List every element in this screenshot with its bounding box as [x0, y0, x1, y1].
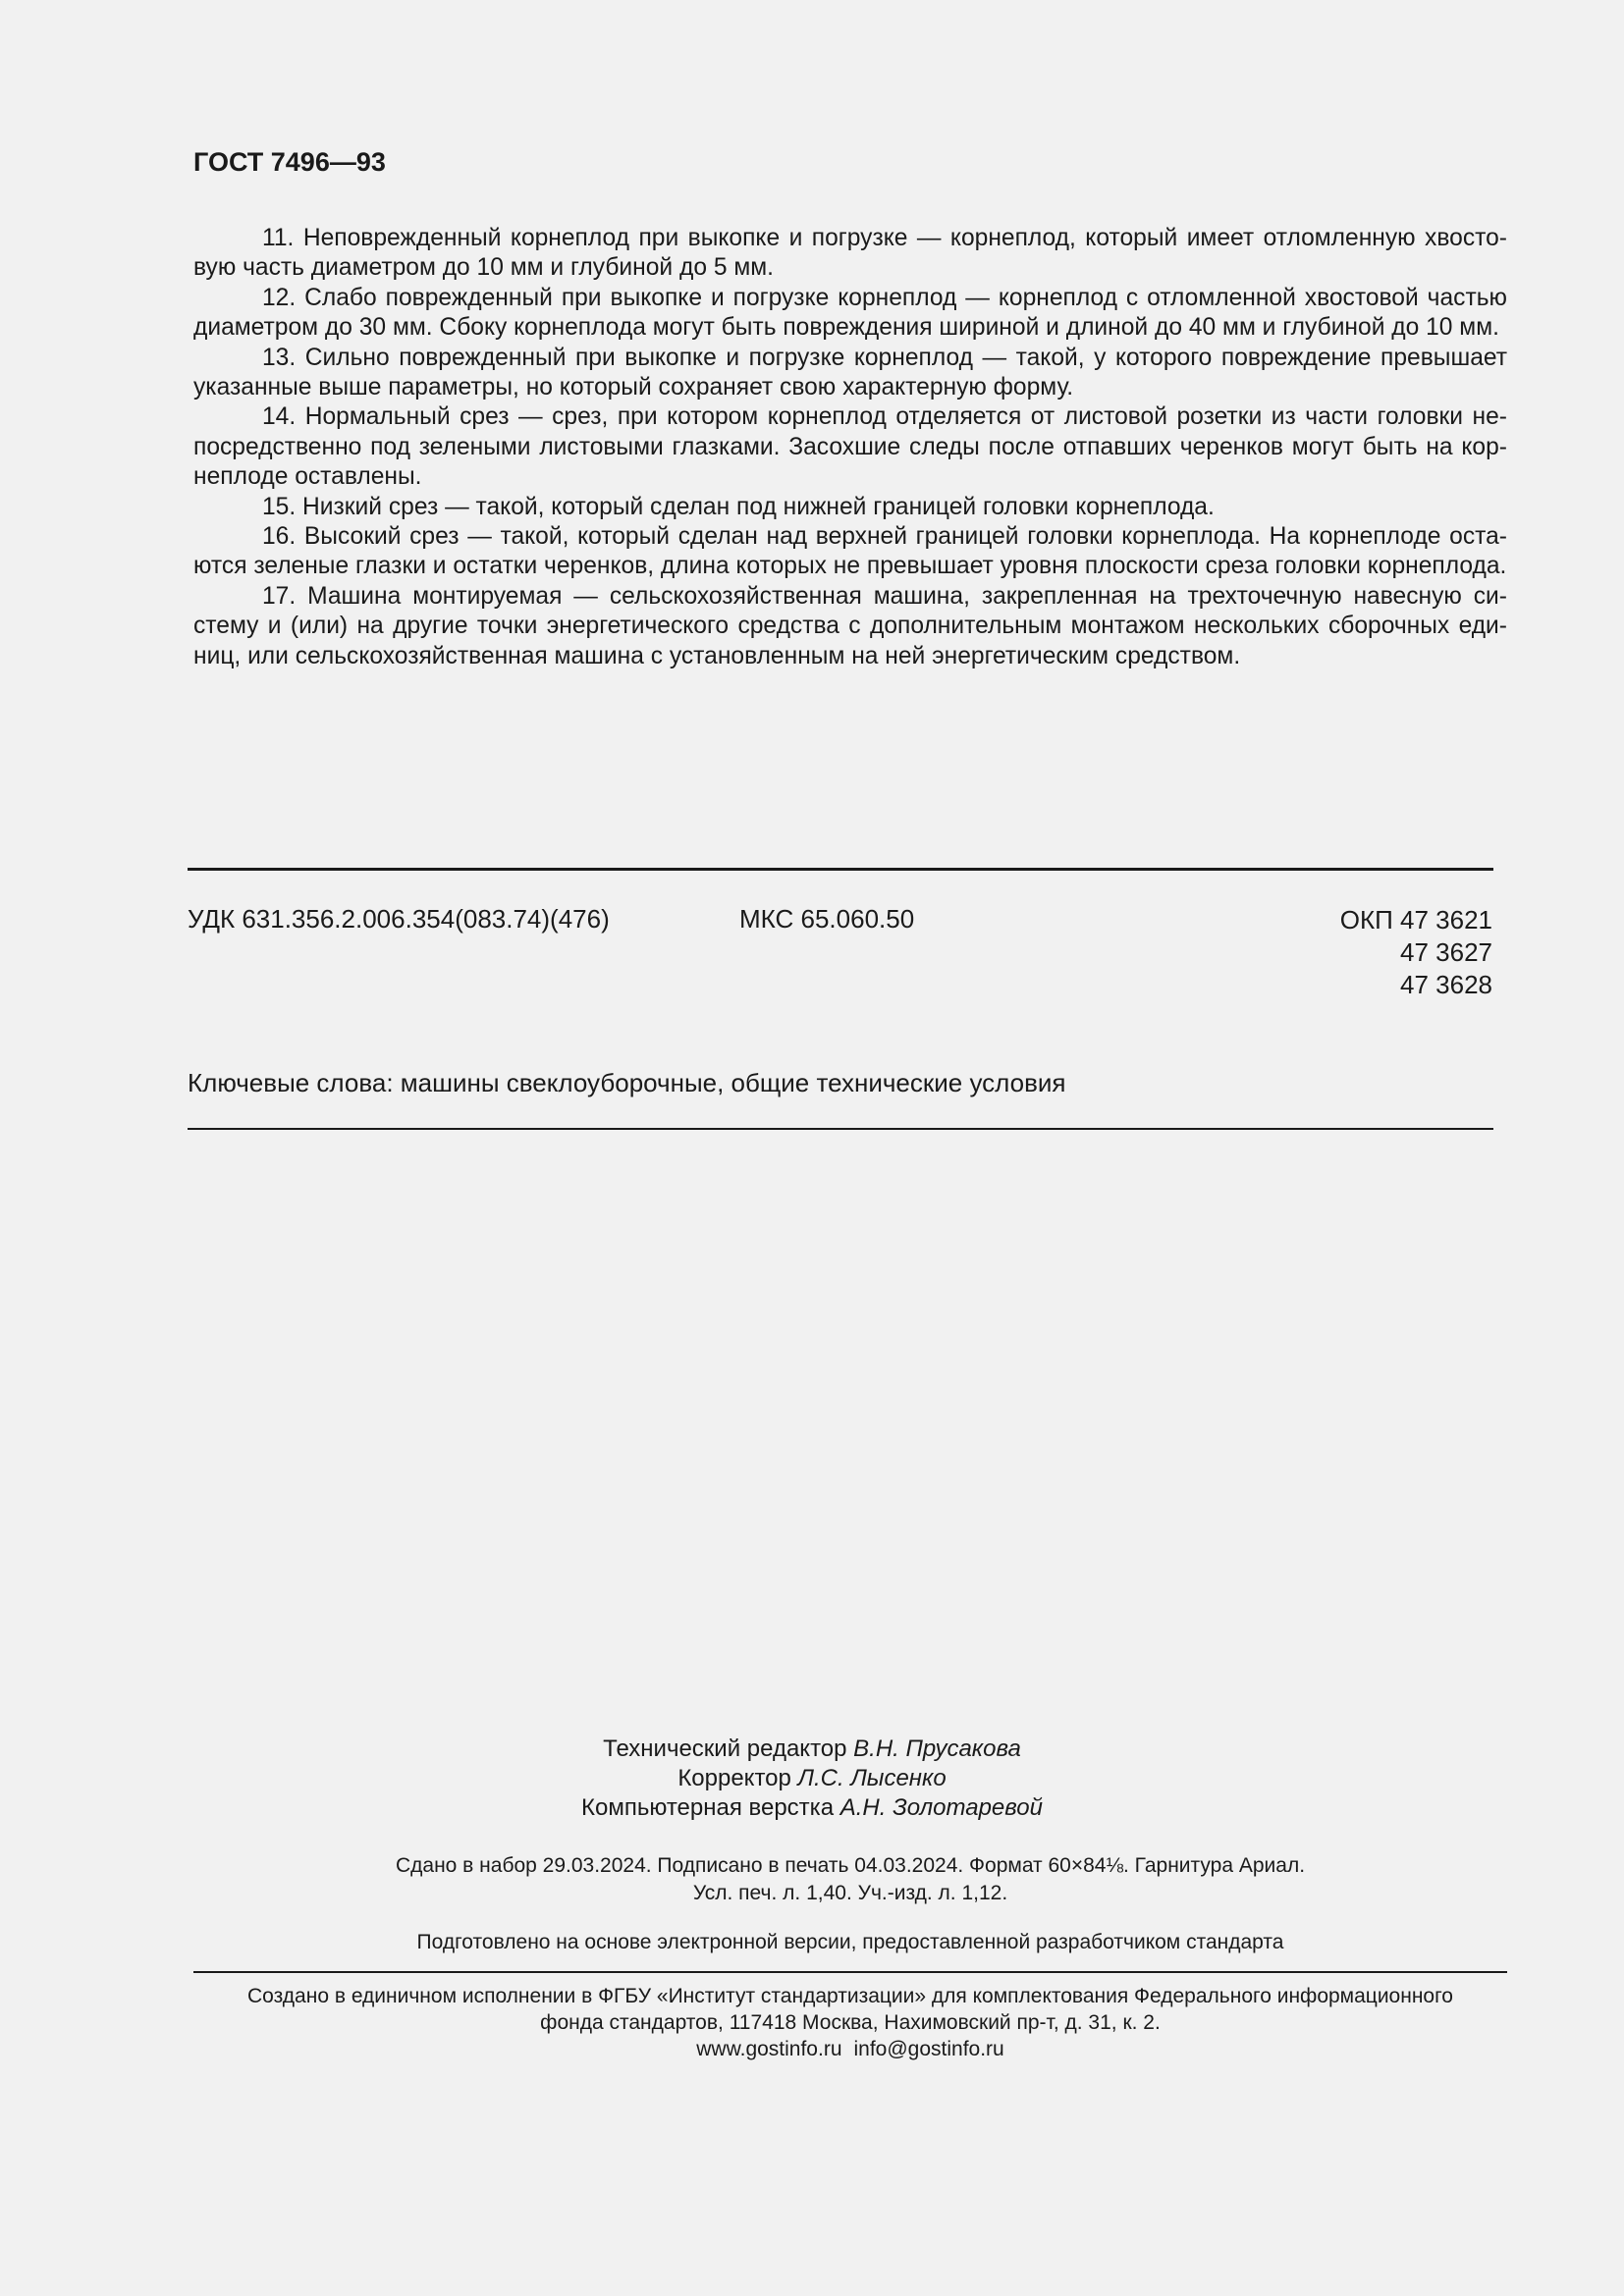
okp-code: 47 3627 [1400, 937, 1492, 967]
publisher-info [193, 1983, 1507, 2062]
credit-name: В.Н. Прусакова [853, 1735, 1021, 1762]
website-link[interactable]: www.gostinfo.ru [696, 2038, 842, 2060]
okp-codes [1340, 904, 1492, 1001]
publisher-line: фонда стандартов, 117418 Москва, Нахимовский пр-т, д. 31, к. 2. [540, 2011, 1161, 2034]
credit-name: А.Н. Золотаревой [839, 1794, 1043, 1821]
mks-code: МКС 65.060.50 [739, 904, 915, 934]
okp-code: 47 3628 [1400, 970, 1492, 999]
definition-paragraph: 15. Низкий срез — такой, который сделан под нижней границей головки корнеплода. [262, 493, 1215, 520]
credit-line [0, 1735, 1624, 1764]
credit-role: Технический редактор [603, 1735, 854, 1762]
email-link[interactable]: info@gostinfo.ru [853, 2038, 1004, 2060]
credits-block [0, 1735, 1624, 1823]
divider-line [193, 1971, 1507, 1973]
document-header: ГОСТ 7496—93 [193, 147, 386, 177]
definition-paragraph: 17. Машина монтируемая — сельскохозяйственная машина, закрепленная на трехточечную навесную систему и (или) на другие точки энергетического средства с дополнительным монтажом нескольких сборочных единиц, или сельскохозяйственная машина с установленным на ней энергетическим средством. [193, 582, 1507, 669]
divider-line [188, 868, 1493, 871]
definition-paragraph: 13. Сильно поврежденный при выкопке и погрузке корнеплод — такой, у которого повреждение превышает указанные выше параметры, но который сохраняет свою характерную форму. [193, 344, 1507, 401]
definition-paragraph: 12. Слабо поврежденный при выкопке и погрузке корнеплод — корнеплод с отломленной хвостовой частью диаметром до 30 мм. Сбоку корнеплода могут быть повреждения шириной и длиной до 40 мм и глубиной до 10 мм. [193, 284, 1507, 342]
keywords: Ключевые слова: машины свеклоуборочные, общие технические условия [188, 1068, 1066, 1097]
credit-name: Л.С. Лысенко [797, 1765, 947, 1791]
print-info [0, 1852, 1624, 1907]
print-info-line: Усл. печ. л. 1,40. Уч.-изд. л. 1,12. [692, 1882, 1008, 1904]
credit-line [0, 1793, 1624, 1823]
prepared-note: Подготовлено на основе электронной версии, предоставленной разработчиком стандарта [416, 1931, 1284, 1953]
definition-paragraph: 11. Неповрежденный корнеплод при выкопке и погрузке — корнеплод, который имеет отломленную хвостовую часть диаметром до 10 мм и глубиной до 5 мм. [193, 225, 1507, 282]
credit-role: Компьютерная верстка [581, 1794, 840, 1821]
definitions-text [193, 224, 1507, 671]
divider-line [188, 1128, 1493, 1130]
credit-role: Корректор [677, 1765, 798, 1791]
credit-line [0, 1764, 1624, 1793]
print-info-line: Сдано в набор 29.03.2024. Подписано в печать 04.03.2024. Формат 60×84⅛. Гарнитура Ариал. [395, 1854, 1306, 1877]
publisher-line: Создано в единичном исполнении в ФГБУ «Институт стандартизации» для комплектования Федерального информационного [247, 1985, 1453, 2007]
definition-paragraph: 14. Нормальный срез — срез, при котором корнеплод отделяется от листовой розетки из части головки непосредственно под зелеными листовыми глазками. Засохшие следы после отпавших черенков могут быть на корнеплоде оставлены. [193, 403, 1507, 491]
okp-code: ОКП 47 3621 [1339, 905, 1492, 934]
udk-code: УДК 631.356.2.006.354(083.74)(476) [188, 904, 610, 934]
definition-paragraph: 16. Высокий срез — такой, который сделан над верхней границей головки корнеплода. На корнеплоде остаются зеленые глазки и остатки черенков, длина которых не превышает уровня плоскости среза головки корнеплода. [193, 523, 1507, 580]
publisher-links [193, 2036, 1507, 2062]
